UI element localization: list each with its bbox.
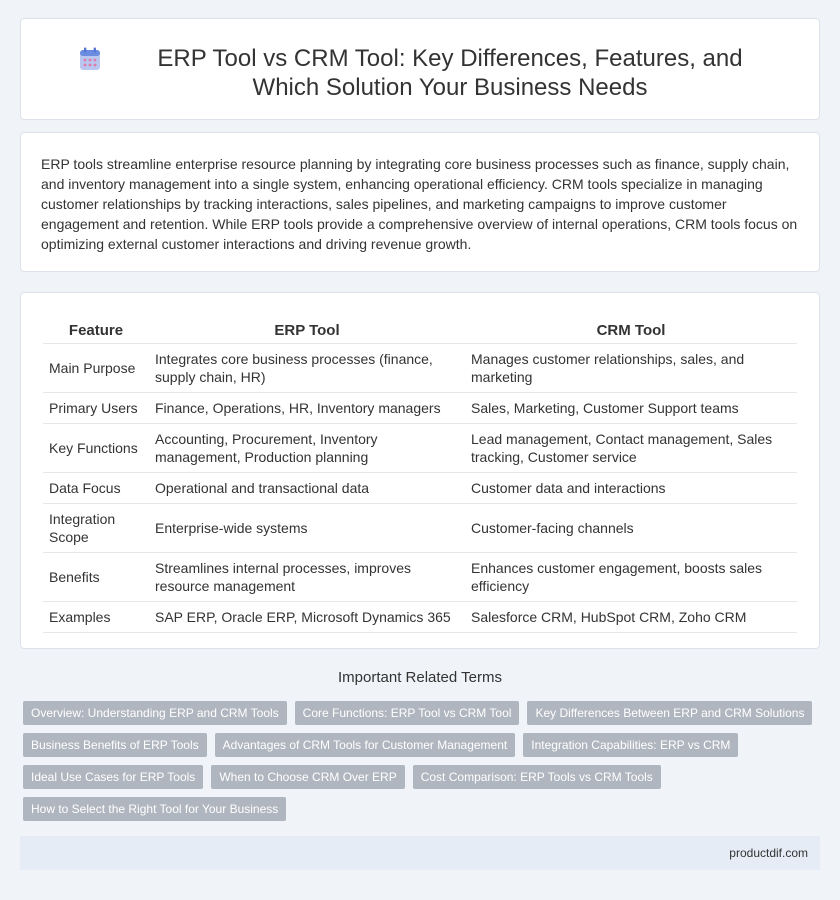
table-row [43,552,797,601]
related-term-tag[interactable]: Key Differences Between ERP and CRM Solutions [527,701,812,725]
related-term-tag[interactable]: Cost Comparison: ERP Tools vs CRM Tools [413,765,661,789]
row-erp: Integrates core business processes (finance, supply chain, HR) [149,343,465,392]
row-crm: Manages customer relationships, sales, and marketing [465,343,797,392]
table-header-row [43,313,797,343]
row-erp: Accounting, Procurement, Inventory management, Production planning [149,423,465,472]
comparison-table [43,313,797,633]
row-feature: Integration Scope [43,503,149,552]
tag-row [23,797,823,821]
related-term-tag[interactable]: When to Choose CRM Over ERP [211,765,404,789]
header-crm: CRM Tool [596,322,666,340]
row-feature: Data Focus [43,472,149,503]
row-feature: Primary Users [43,392,149,423]
intro-card [20,132,820,272]
related-term-tag[interactable]: How to Select the Right Tool for Your Business [23,797,286,821]
row-crm: Customer data and interactions [465,472,797,503]
table-row [43,472,797,503]
row-crm: Customer-facing channels [465,503,797,552]
related-terms-tags [23,701,823,829]
table-row [43,343,797,392]
calendar-icon [79,47,101,71]
related-term-tag[interactable]: Integration Capabilities: ERP vs CRM [523,733,738,757]
row-feature: Benefits [43,552,149,601]
table-row [43,601,797,632]
row-crm: Salesforce CRM, HubSpot CRM, Zoho CRM [465,601,797,632]
row-erp: SAP ERP, Oracle ERP, Microsoft Dynamics 365 [149,601,465,632]
table-row [43,392,797,423]
tag-row [23,765,823,789]
comparison-card [20,292,820,649]
related-terms-heading: Important Related Terms [338,669,502,686]
row-feature: Examples [43,601,149,632]
title-card [20,18,820,120]
related-term-tag[interactable]: Core Functions: ERP Tool vs CRM Tool [295,701,520,725]
row-erp: Operational and transactional data [149,472,465,503]
tag-row [23,733,823,757]
row-feature: Main Purpose [43,343,149,392]
header-erp: ERP Tool [274,322,340,340]
row-erp: Streamlines internal processes, improves resource management [149,552,465,601]
row-crm: Lead management, Contact management, Sales tracking, Customer service [465,423,797,472]
table-row [43,503,797,552]
related-term-tag[interactable]: Advantages of CRM Tools for Customer Management [215,733,516,757]
related-term-tag[interactable]: Overview: Understanding ERP and CRM Tools [23,701,287,725]
row-erp: Finance, Operations, HR, Inventory managers [149,392,465,423]
footer-site-link[interactable]: productdif.com [729,846,808,860]
tag-row [23,701,823,725]
related-term-tag[interactable]: Ideal Use Cases for ERP Tools [23,765,203,789]
row-erp: Enterprise-wide systems [149,503,465,552]
table-row [43,423,797,472]
row-crm: Enhances customer engagement, boosts sales efficiency [465,552,797,601]
intro-paragraph: ERP tools streamline enterprise resource planning by integrating core business processes such as finance, supply chain, and inventory management into a single system, enhancing operational efficiency. CRM tools specialize in managing customer relationships by tracking interactions, sales pipelines, and marketing campaigns to improve customer engagement and retention. While ERP tools provide a comprehensive overview of internal operations, CRM tools focus on optimizing external customer interactions and driving revenue growth. [41,156,798,252]
row-crm: Sales, Marketing, Customer Support teams [465,392,797,423]
page-title: ERP Tool vs CRM Tool: Key Differences, Features, and Which Solution Your Business Needs [157,45,743,101]
related-term-tag[interactable]: Business Benefits of ERP Tools [23,733,207,757]
row-feature: Key Functions [43,423,149,472]
header-feature: Feature [68,322,124,340]
footer [20,836,820,870]
